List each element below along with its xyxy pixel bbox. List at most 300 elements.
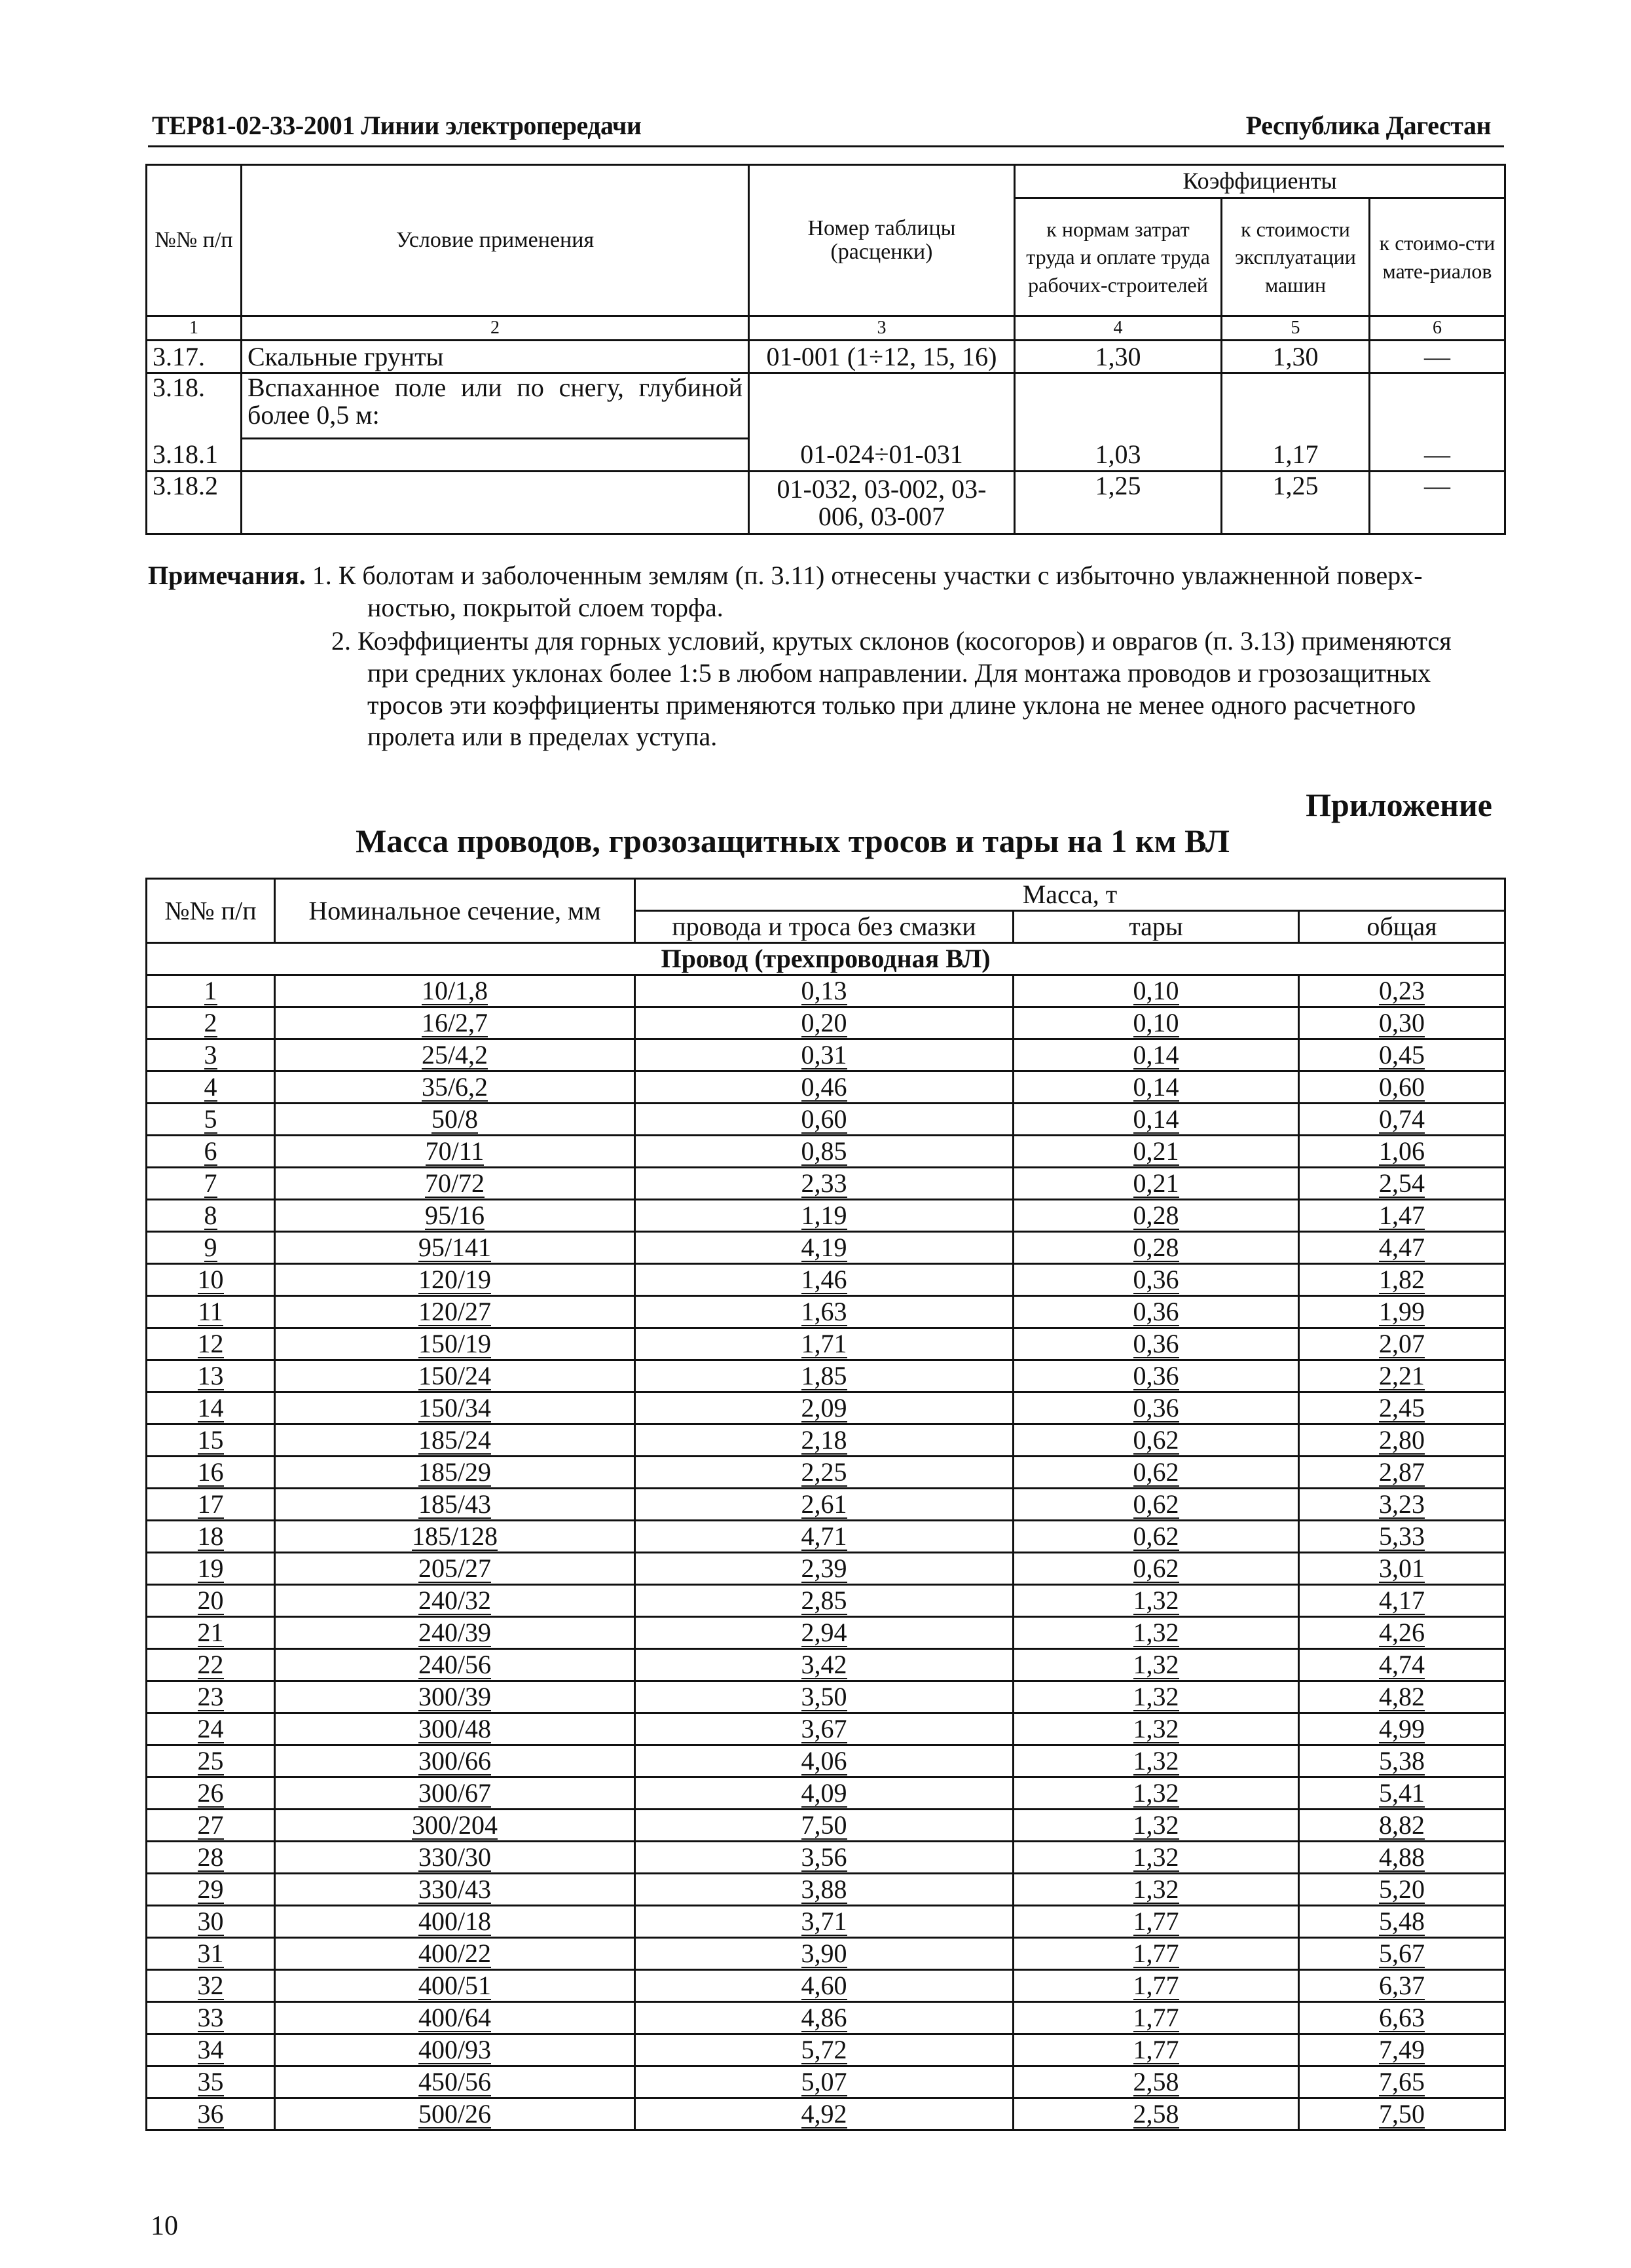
row-total-mass [1299,1874,1505,1906]
row-num [147,1424,275,1457]
row-num-value: 6 [204,1136,217,1166]
row-total-mass [1299,1457,1505,1489]
row-num [147,1328,275,1360]
row-total-mass-value: 2,87 [1379,1457,1425,1487]
row-total-mass [1299,1392,1505,1424]
row-wire-mass [635,1842,1014,1874]
row-num-value: 35 [197,2066,224,2096]
row-section-value: 185/29 [418,1457,492,1487]
row-wire-mass [635,1424,1014,1457]
row-tare-mass-value: 0,36 [1133,1328,1179,1358]
row-tare-mass-value: 0,21 [1133,1168,1179,1198]
row-section [275,1457,635,1489]
row-wire-mass-value: 3,42 [801,1649,847,1679]
row-num [147,1007,275,1039]
row-section [275,2002,635,2034]
row-wire-mass [635,1938,1014,1970]
table-row [147,1585,1505,1617]
row-section [275,1810,635,1842]
table-row [147,341,1505,373]
row-num-value: 19 [197,1553,224,1583]
row-wire-mass [635,2066,1014,2098]
row-num-value: 29 [197,1874,224,1904]
coef-materials-header: к стоимо-сти мате-риалов [1370,198,1505,316]
table-row [147,1617,1505,1649]
row-wire-mass-value: 2,39 [801,1553,847,1583]
row-total-mass [1299,1585,1505,1617]
row-wire-mass-value: 3,50 [801,1681,847,1711]
row-wire-mass-value: 4,71 [801,1521,847,1551]
row-wire-mass-value: 2,33 [801,1168,847,1198]
row-tare-mass [1014,1392,1299,1424]
row-wire-mass-value: 0,60 [801,1104,847,1134]
row-tare-mass [1014,1071,1299,1104]
row-total-mass-value: 4,74 [1379,1649,1425,1679]
note-2-line-3: тросов эти коэффициенты применяются только при длине уклона не менее одного расчетного [367,690,1416,720]
row-wire-mass-value: 4,86 [801,2002,847,2032]
row-tare-mass-value: 1,32 [1133,1745,1179,1775]
row-section-value: 300/204 [411,1810,498,1840]
row-num [147,1296,275,1328]
row-section-value: 400/18 [418,1906,492,1936]
row-tare-mass-value: 1,77 [1133,1970,1179,2000]
note-2 [331,625,1497,753]
row-wire-mass [635,1906,1014,1938]
row-tare-mass [1014,1296,1299,1328]
row-total-mass-value: 0,60 [1379,1071,1425,1102]
col-index: 2 [242,316,749,341]
col-section-header: Номинальное сечение, мм [275,879,635,943]
row-total-mass-value: 4,17 [1379,1585,1425,1615]
row-num [147,2098,275,2130]
row-wire-mass-value: 2,85 [801,1585,847,1615]
row-total-mass [1299,2066,1505,2098]
row-tare-mass [1014,1617,1299,1649]
row-num-value: 5 [204,1104,217,1134]
row-total-mass [1299,1842,1505,1874]
row-tare-mass-value: 0,62 [1133,1424,1179,1455]
row-section-value: 120/27 [418,1296,492,1326]
row-table-no: 01-001 (1÷12, 15, 16) [749,341,1015,373]
row-tare-mass-value: 0,10 [1133,975,1179,1005]
row-total-mass-value: 0,45 [1379,1039,1425,1069]
row-wire-mass-value: 1,85 [801,1360,847,1390]
row-wire-mass-value: 2,94 [801,1617,847,1647]
row-section [275,1039,635,1071]
row-tare-mass-value: 1,32 [1133,1874,1179,1904]
row-section [275,2066,635,2098]
row-tare-mass-value: 1,32 [1133,1617,1179,1647]
table-row [147,1104,1505,1136]
row-section [275,1168,635,1200]
row-section [275,1681,635,1713]
table-row [147,1136,1505,1168]
row-section [275,1328,635,1360]
row-wire-mass [635,1007,1014,1039]
row-num [147,975,275,1007]
row-section [275,2098,635,2130]
row-num [147,1200,275,1232]
row-wire-mass [635,1392,1014,1424]
row-section-value: 70/11 [425,1136,485,1166]
row-total-mass [1299,1906,1505,1938]
row-total-mass [1299,1200,1505,1232]
table-row [147,1489,1505,1521]
row-total-mass-value: 3,23 [1379,1489,1425,1519]
row-wire-mass-value: 3,90 [801,1938,847,1968]
row-num-value: 28 [197,1842,224,1872]
header-rule [148,145,1504,147]
row-tare-mass-value: 1,77 [1133,1938,1179,1968]
note-1-line-1: 1. К болотам и заболоченным землям (п. 3.11) отнесены участки с избыточно увлажненной поверх- [312,561,1423,590]
row-tare-mass-value: 0,28 [1133,1200,1179,1230]
table-row [147,1777,1505,1810]
row-tare-mass [1014,1874,1299,1906]
row-tare-mass [1014,1810,1299,1842]
row-coef-labor: 1,03 [1015,439,1222,472]
row-num-value: 21 [197,1617,224,1647]
row-num [147,1553,275,1585]
row-num: 3.18.1 [147,439,242,472]
table-row [147,1810,1505,1842]
row-num [147,1457,275,1489]
row-total-mass-value: 4,47 [1379,1232,1425,1262]
row-tare-mass [1014,1938,1299,1970]
row-wire-mass-value: 0,46 [801,1071,847,1102]
row-wire-mass-value: 1,46 [801,1264,847,1294]
table-row [147,1007,1505,1039]
row-total-mass-value: 5,20 [1379,1874,1425,1904]
row-tare-mass-value: 0,36 [1133,1360,1179,1390]
row-total-mass [1299,1232,1505,1264]
mass-header: Масса, т [635,879,1505,911]
row-section-value: 330/30 [418,1842,492,1872]
note-2-line-2: при средних уклонах более 1:5 в любом направлении. Для монтажа проводов и грозозащитных [367,658,1431,688]
row-tare-mass-value: 1,32 [1133,1649,1179,1679]
row-section [275,1232,635,1264]
row-total-mass-value: 4,99 [1379,1713,1425,1743]
row-num: 3.17. [147,341,242,373]
row-section [275,1874,635,1906]
row-tare-mass-value: 0,21 [1133,1136,1179,1166]
row-wire-mass-value: 2,25 [801,1457,847,1487]
row-total-mass-value: 5,67 [1379,1938,1425,1968]
row-total-mass-value: 5,38 [1379,1745,1425,1775]
row-tare-mass-value: 1,77 [1133,2002,1179,2032]
row-total-mass [1299,1168,1505,1200]
row-wire-mass [635,1104,1014,1136]
row-total-mass-value: 0,30 [1379,1007,1425,1037]
table-row [147,1457,1505,1489]
row-coef-materials: — [1370,439,1505,472]
row-total-mass [1299,1071,1505,1104]
wire-mass-table [145,878,1506,2131]
row-num [147,1232,275,1264]
row-total-mass [1299,1489,1505,1521]
row-tare-mass-value: 0,10 [1133,1007,1179,1037]
row-section [275,1938,635,1970]
table-row [147,1200,1505,1232]
row-tare-mass-value: 1,32 [1133,1585,1179,1615]
row-wire-mass-value: 0,13 [801,975,847,1005]
row-wire-mass-value: 2,18 [801,1424,847,1455]
row-section-value: 450/56 [418,2066,492,2096]
row-section-value: 70/72 [424,1168,485,1198]
row-section [275,1553,635,1585]
row-tare-mass [1014,1168,1299,1200]
row-section [275,1585,635,1617]
row-tare-mass-value: 0,62 [1133,1553,1179,1583]
row-wire-mass-value: 4,92 [801,2098,847,2129]
row-section [275,1713,635,1745]
row-total-mass [1299,1938,1505,1970]
row-total-mass-value: 8,82 [1379,1810,1425,1840]
row-total-mass [1299,2002,1505,2034]
row-section-value: 300/67 [418,1777,492,1808]
col-wire-mass-header: провода и троса без смазки [635,911,1014,943]
row-num-value: 32 [197,1970,224,2000]
row-num-value: 30 [197,1906,224,1936]
column-index-row [147,316,1505,341]
table-row [147,1296,1505,1328]
table-row [147,1874,1505,1906]
row-total-mass-value: 4,88 [1379,1842,1425,1872]
row-tare-mass-value: 2,58 [1133,2098,1179,2129]
row-tare-mass-value: 0,14 [1133,1071,1179,1102]
row-section [275,1777,635,1810]
row-wire-mass [635,1489,1014,1521]
row-tare-mass [1014,1200,1299,1232]
table-row [147,1168,1505,1200]
row-section-value: 205/27 [418,1553,492,1583]
notes-label: Примечания. [148,561,306,590]
row-num [147,1617,275,1649]
row-total-mass-value: 2,80 [1379,1424,1425,1455]
row-num [147,1938,275,1970]
row-tare-mass-value: 0,62 [1133,1457,1179,1487]
row-num-value: 17 [197,1489,224,1519]
row-tare-mass-value: 1,32 [1133,1681,1179,1711]
row-section [275,1970,635,2002]
row-tare-mass-value: 1,32 [1133,1810,1179,1840]
row-section-value: 185/43 [418,1489,492,1519]
row-tare-mass [1014,2098,1299,2130]
row-num-value: 4 [204,1071,217,1102]
row-num-value: 3 [204,1039,217,1069]
row-total-mass-value: 5,48 [1379,1906,1425,1936]
row-wire-mass [635,1777,1014,1810]
row-total-mass-value: 0,74 [1379,1104,1425,1134]
row-total-mass [1299,1424,1505,1457]
row-wire-mass-value: 0,20 [801,1007,847,1037]
row-wire-mass [635,975,1014,1007]
row-total-mass-value: 0,23 [1379,975,1425,1005]
row-section-value: 300/48 [418,1713,492,1743]
col-num-header: №№ п/п [147,879,275,943]
row-tare-mass [1014,2034,1299,2066]
row-num-value: 15 [197,1424,224,1455]
table-row [147,2066,1505,2098]
row-total-mass-value: 7,65 [1379,2066,1425,2096]
row-num-value: 31 [197,1938,224,1968]
row-table-no: 01-024÷01-031 [749,439,1015,472]
row-section [275,1745,635,1777]
row-section-value: 95/16 [424,1200,485,1230]
group-header: Провод (трехпроводная ВЛ) [147,943,1505,975]
row-wire-mass [635,1457,1014,1489]
table-row [147,439,1505,472]
row-total-mass-value: 1,99 [1379,1296,1425,1326]
row-tare-mass [1014,1713,1299,1745]
row-section-value: 35/6,2 [421,1071,488,1102]
row-tare-mass [1014,1424,1299,1457]
table-row [147,2034,1505,2066]
row-tare-mass [1014,1521,1299,1553]
row-tare-mass [1014,1136,1299,1168]
row-tare-mass-value: 0,36 [1133,1392,1179,1422]
col-index: 3 [749,316,1015,341]
row-wire-mass [635,1296,1014,1328]
row-total-mass [1299,1810,1505,1842]
row-num-value: 26 [197,1777,224,1808]
row-total-mass-value: 1,47 [1379,1200,1425,1230]
row-wire-mass-value: 1,19 [801,1200,847,1230]
row-section [275,1392,635,1424]
row-total-mass [1299,1713,1505,1745]
row-section-value: 400/64 [418,2002,492,2032]
row-total-mass-value: 6,37 [1379,1970,1425,2000]
row-tare-mass [1014,1553,1299,1585]
col-total-mass-header: общая [1299,911,1505,943]
table-row [147,373,1505,439]
col-tare-mass-header: тары [1014,911,1299,943]
row-tare-mass [1014,1007,1299,1039]
row-num-value: 34 [197,2034,224,2064]
row-tare-mass [1014,1039,1299,1071]
row-tare-mass [1014,1585,1299,1617]
row-wire-mass [635,1521,1014,1553]
row-tare-mass [1014,2002,1299,2034]
row-num [147,1842,275,1874]
row-num [147,1392,275,1424]
row-wire-mass [635,1039,1014,1071]
row-wire-mass-value: 4,09 [801,1777,847,1808]
col-index: 1 [147,316,242,341]
row-total-mass [1299,1039,1505,1071]
col-num-header: №№ п/п [147,165,242,316]
row-wire-mass [635,2002,1014,2034]
row-coef-labor: 1,30 [1015,341,1222,373]
table-row [147,1521,1505,1553]
row-total-mass [1299,1296,1505,1328]
table-row [147,1264,1505,1296]
row-total-mass [1299,1681,1505,1713]
row-tare-mass-value: 2,58 [1133,2066,1179,2096]
table-row [147,1745,1505,1777]
row-wire-mass-value: 3,56 [801,1842,847,1872]
row-total-mass-value: 5,41 [1379,1777,1425,1808]
row-section [275,1424,635,1457]
row-section [275,1071,635,1104]
row-num [147,1585,275,1617]
row-total-mass-value: 2,54 [1379,1168,1425,1198]
row-num-value: 14 [197,1392,224,1422]
row-num-value: 33 [197,2002,224,2032]
row-num-value: 27 [197,1810,224,1840]
row-wire-mass-value: 7,50 [801,1810,847,1840]
table-row [147,1938,1505,1970]
row-total-mass-value: 4,82 [1379,1681,1425,1711]
row-tare-mass-value: 0,36 [1133,1296,1179,1326]
row-section-value: 300/66 [418,1745,492,1775]
page-number: 10 [151,2211,178,2241]
row-wire-mass-value: 3,88 [801,1874,847,1904]
table-row [147,2098,1505,2130]
row-num [147,1810,275,1842]
row-tare-mass-value: 0,14 [1133,1104,1179,1134]
row-section-value: 500/26 [418,2098,492,2129]
row-num-value: 10 [197,1264,224,1294]
row-coef-labor: 1,25 [1015,472,1222,534]
table-row [147,1681,1505,1713]
row-num [147,1713,275,1745]
table-row [147,1553,1505,1585]
table-row [147,1424,1505,1457]
row-num-value: 18 [197,1521,224,1551]
row-section [275,1104,635,1136]
row-total-mass [1299,2098,1505,2130]
row-wire-mass [635,1585,1014,1617]
row-total-mass-value: 7,50 [1379,2098,1425,2129]
row-num-value: 1 [204,975,217,1005]
coef-machines-header: к стоимости эксплуатации машин [1222,198,1370,316]
row-section [275,1489,635,1521]
row-section [275,1200,635,1232]
row-tare-mass [1014,1264,1299,1296]
row-tare-mass [1014,1489,1299,1521]
row-wire-mass-value: 4,60 [801,1970,847,2000]
row-num-value: 7 [204,1168,217,1198]
row-num: 3.18. [147,373,242,439]
row-total-mass [1299,1521,1505,1553]
row-tare-mass-value: 1,77 [1133,1906,1179,1936]
row-num [147,2034,275,2066]
table-row [147,1970,1505,2002]
row-num [147,1745,275,1777]
coef-labor-header: к нормам затрат труда и оплате труда рабочих-строителей [1015,198,1222,316]
row-total-mass [1299,1136,1505,1168]
row-total-mass-value: 2,21 [1379,1360,1425,1390]
row-section-value: 185/24 [418,1424,492,1455]
row-condition: Вспаханное поле или по снегу, глубиной более 0,5 м: [242,373,749,439]
row-wire-mass [635,1071,1014,1104]
col-index: 4 [1015,316,1222,341]
row-wire-mass-value: 3,71 [801,1906,847,1936]
row-tare-mass [1014,1842,1299,1874]
row-condition: Скальные грунты [242,341,749,373]
row-num [147,1777,275,1810]
row-num-value: 36 [197,2098,224,2129]
row-wire-mass-value: 4,06 [801,1745,847,1775]
row-tare-mass-value: 0,62 [1133,1489,1179,1519]
coefficients-table [145,164,1506,535]
row-total-mass [1299,1777,1505,1810]
row-section-value: 400/22 [418,1938,492,1968]
table-row [147,1232,1505,1264]
row-wire-mass-value: 4,19 [801,1232,847,1262]
row-tare-mass [1014,1777,1299,1810]
row-total-mass-value: 2,07 [1379,1328,1425,1358]
